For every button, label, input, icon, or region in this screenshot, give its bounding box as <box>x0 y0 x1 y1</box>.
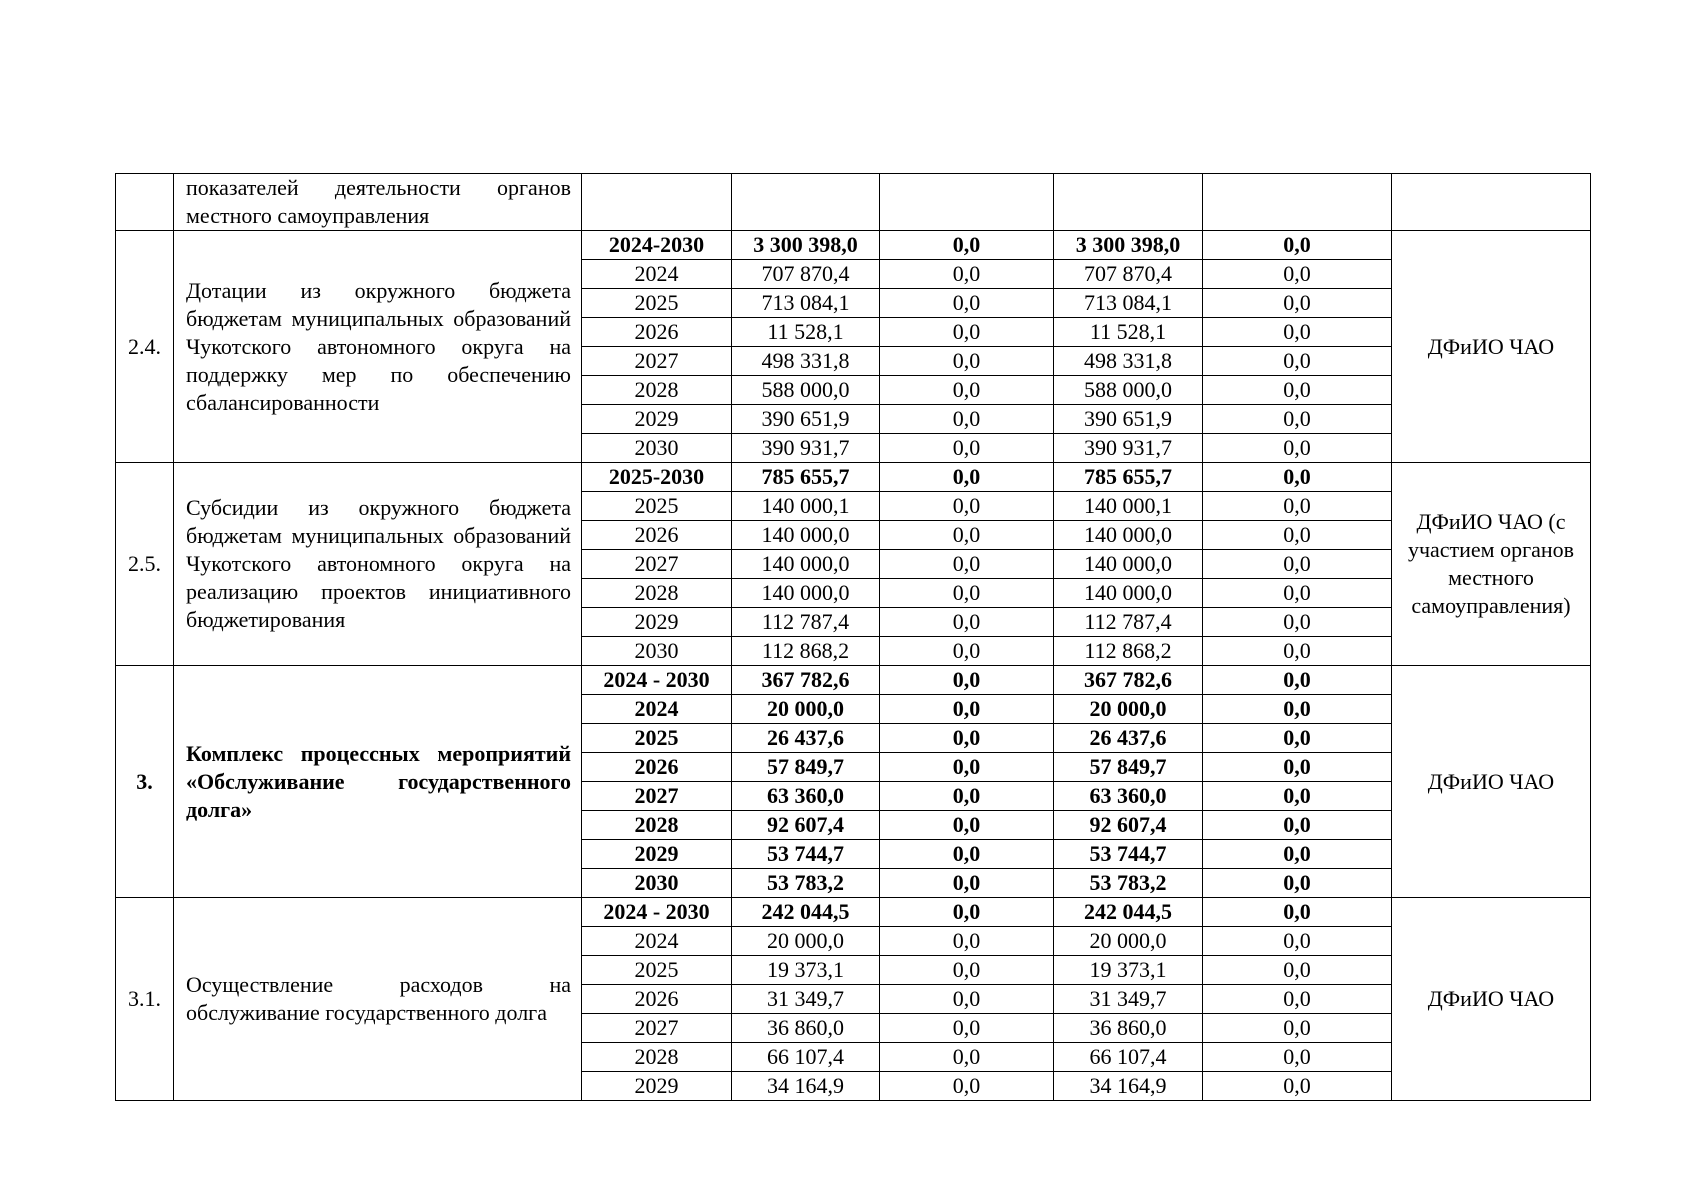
regional-cell: 26 437,6 <box>1054 724 1203 753</box>
other-cell: 0,0 <box>1203 985 1392 1014</box>
period-cell: 2025 <box>582 289 732 318</box>
other-cell: 0,0 <box>1203 318 1392 347</box>
total-cell: 707 870,4 <box>732 260 880 289</box>
table-body <box>116 174 1591 1101</box>
table-row <box>116 463 1591 492</box>
table-row <box>116 898 1591 927</box>
federal-cell: 0,0 <box>880 637 1054 666</box>
regional-cell: 140 000,0 <box>1054 521 1203 550</box>
federal-cell: 0,0 <box>880 579 1054 608</box>
regional-cell: 367 782,6 <box>1054 666 1203 695</box>
section-description: Дотации из окружного бюджета бюджетам муниципальных образований Чукотского автономного округа на поддержку мер по обеспечению сбалансированности <box>174 231 582 463</box>
period-cell: 2029 <box>582 405 732 434</box>
table-row <box>116 231 1591 260</box>
section-number: 3.1. <box>116 898 174 1101</box>
federal-cell: 0,0 <box>880 405 1054 434</box>
responsible-executor: ДФиИО ЧАО (с участием органов местного самоуправления) <box>1392 463 1591 666</box>
period-cell: 2025 <box>582 492 732 521</box>
other-cell: 0,0 <box>1203 1043 1392 1072</box>
regional-cell: 63 360,0 <box>1054 782 1203 811</box>
other-cell: 0,0 <box>1203 1014 1392 1043</box>
total-cell: 498 331,8 <box>732 347 880 376</box>
total-cell: 20 000,0 <box>732 927 880 956</box>
regional-cell: 390 931,7 <box>1054 434 1203 463</box>
total-cell: 53 744,7 <box>732 840 880 869</box>
regional-cell: 19 373,1 <box>1054 956 1203 985</box>
federal-cell: 0,0 <box>880 666 1054 695</box>
continuation-description: показателей деятельности органов местного самоуправления <box>174 174 582 231</box>
total-cell: 57 849,7 <box>732 753 880 782</box>
regional-cell: 140 000,1 <box>1054 492 1203 521</box>
period-cell: 2026 <box>582 318 732 347</box>
other-cell: 0,0 <box>1203 608 1392 637</box>
total-cell: 390 931,7 <box>732 434 880 463</box>
period-cell: 2029 <box>582 608 732 637</box>
period-cell: 2025-2030 <box>582 463 732 492</box>
section-number: 2.5. <box>116 463 174 666</box>
other-cell: 0,0 <box>1203 231 1392 260</box>
other-cell: 0,0 <box>1203 376 1392 405</box>
total-cell: 367 782,6 <box>732 666 880 695</box>
other-cell: 0,0 <box>1203 811 1392 840</box>
other-cell: 0,0 <box>1203 347 1392 376</box>
period-cell: 2027 <box>582 550 732 579</box>
cell-empty <box>1054 174 1203 231</box>
regional-cell: 390 651,9 <box>1054 405 1203 434</box>
total-cell: 390 651,9 <box>732 405 880 434</box>
other-cell: 0,0 <box>1203 492 1392 521</box>
other-cell: 0,0 <box>1203 724 1392 753</box>
regional-cell: 20 000,0 <box>1054 695 1203 724</box>
regional-cell: 20 000,0 <box>1054 927 1203 956</box>
federal-cell: 0,0 <box>880 376 1054 405</box>
section-description: Осуществление расходов на обслуживание государственного долга <box>174 898 582 1101</box>
regional-cell: 140 000,0 <box>1054 550 1203 579</box>
regional-cell: 11 528,1 <box>1054 318 1203 347</box>
period-cell: 2028 <box>582 1043 732 1072</box>
total-cell: 713 084,1 <box>732 289 880 318</box>
total-cell: 785 655,7 <box>732 463 880 492</box>
regional-cell: 242 044,5 <box>1054 898 1203 927</box>
other-cell: 0,0 <box>1203 463 1392 492</box>
total-cell: 242 044,5 <box>732 898 880 927</box>
federal-cell: 0,0 <box>880 289 1054 318</box>
regional-cell: 498 331,8 <box>1054 347 1203 376</box>
other-cell: 0,0 <box>1203 434 1392 463</box>
period-cell: 2030 <box>582 637 732 666</box>
regional-cell: 57 849,7 <box>1054 753 1203 782</box>
total-cell: 140 000,1 <box>732 492 880 521</box>
total-cell: 36 860,0 <box>732 1014 880 1043</box>
other-cell: 0,0 <box>1203 579 1392 608</box>
federal-cell: 0,0 <box>880 1043 1054 1072</box>
total-cell: 53 783,2 <box>732 869 880 898</box>
federal-cell: 0,0 <box>880 869 1054 898</box>
budget-table <box>115 173 1591 1101</box>
federal-cell: 0,0 <box>880 782 1054 811</box>
federal-cell: 0,0 <box>880 608 1054 637</box>
period-cell: 2030 <box>582 434 732 463</box>
period-cell: 2028 <box>582 811 732 840</box>
other-cell: 0,0 <box>1203 927 1392 956</box>
total-cell: 3 300 398,0 <box>732 231 880 260</box>
other-cell: 0,0 <box>1203 695 1392 724</box>
other-cell: 0,0 <box>1203 753 1392 782</box>
total-cell: 34 164,9 <box>732 1072 880 1101</box>
federal-cell: 0,0 <box>880 347 1054 376</box>
responsible-executor: ДФиИО ЧАО <box>1392 231 1591 463</box>
section-description: Комплекс процессных мероприятий «Обслуживание государственного долга» <box>174 666 582 898</box>
other-cell: 0,0 <box>1203 782 1392 811</box>
regional-cell: 713 084,1 <box>1054 289 1203 318</box>
regional-cell: 53 744,7 <box>1054 840 1203 869</box>
regional-cell: 92 607,4 <box>1054 811 1203 840</box>
federal-cell: 0,0 <box>880 927 1054 956</box>
federal-cell: 0,0 <box>880 521 1054 550</box>
federal-cell: 0,0 <box>880 753 1054 782</box>
federal-cell: 0,0 <box>880 463 1054 492</box>
federal-cell: 0,0 <box>880 985 1054 1014</box>
federal-cell: 0,0 <box>880 231 1054 260</box>
cell-empty <box>582 174 732 231</box>
period-cell: 2030 <box>582 869 732 898</box>
period-cell: 2024-2030 <box>582 231 732 260</box>
cell-empty <box>732 174 880 231</box>
table-row <box>116 666 1591 695</box>
federal-cell: 0,0 <box>880 492 1054 521</box>
regional-cell: 588 000,0 <box>1054 376 1203 405</box>
period-cell: 2024 - 2030 <box>582 898 732 927</box>
regional-cell: 34 164,9 <box>1054 1072 1203 1101</box>
total-cell: 588 000,0 <box>732 376 880 405</box>
regional-cell: 112 868,2 <box>1054 637 1203 666</box>
total-cell: 112 868,2 <box>732 637 880 666</box>
other-cell: 0,0 <box>1203 666 1392 695</box>
federal-cell: 0,0 <box>880 695 1054 724</box>
total-cell: 92 607,4 <box>732 811 880 840</box>
other-cell: 0,0 <box>1203 898 1392 927</box>
period-cell: 2028 <box>582 579 732 608</box>
federal-cell: 0,0 <box>880 260 1054 289</box>
cell-empty <box>116 174 174 231</box>
total-cell: 140 000,0 <box>732 550 880 579</box>
federal-cell: 0,0 <box>880 434 1054 463</box>
federal-cell: 0,0 <box>880 840 1054 869</box>
period-cell: 2029 <box>582 840 732 869</box>
other-cell: 0,0 <box>1203 550 1392 579</box>
other-cell: 0,0 <box>1203 1072 1392 1101</box>
regional-cell: 785 655,7 <box>1054 463 1203 492</box>
regional-cell: 3 300 398,0 <box>1054 231 1203 260</box>
period-cell: 2024 <box>582 260 732 289</box>
period-cell: 2026 <box>582 521 732 550</box>
total-cell: 112 787,4 <box>732 608 880 637</box>
federal-cell: 0,0 <box>880 956 1054 985</box>
regional-cell: 53 783,2 <box>1054 869 1203 898</box>
federal-cell: 0,0 <box>880 724 1054 753</box>
other-cell: 0,0 <box>1203 869 1392 898</box>
other-cell: 0,0 <box>1203 405 1392 434</box>
other-cell: 0,0 <box>1203 289 1392 318</box>
other-cell: 0,0 <box>1203 521 1392 550</box>
total-cell: 19 373,1 <box>732 956 880 985</box>
period-cell: 2024 - 2030 <box>582 666 732 695</box>
period-cell: 2028 <box>582 376 732 405</box>
federal-cell: 0,0 <box>880 811 1054 840</box>
cell-empty <box>1203 174 1392 231</box>
responsible-executor: ДФиИО ЧАО <box>1392 898 1591 1101</box>
federal-cell: 0,0 <box>880 1072 1054 1101</box>
section-description: Субсидии из окружного бюджета бюджетам муниципальных образований Чукотского автономного округа на реализацию проектов инициативного бюджетирования <box>174 463 582 666</box>
period-cell: 2024 <box>582 927 732 956</box>
federal-cell: 0,0 <box>880 1014 1054 1043</box>
total-cell: 20 000,0 <box>732 695 880 724</box>
federal-cell: 0,0 <box>880 898 1054 927</box>
responsible-executor: ДФиИО ЧАО <box>1392 666 1591 898</box>
period-cell: 2027 <box>582 347 732 376</box>
continuation-row <box>116 174 1591 231</box>
cell-empty <box>1392 174 1591 231</box>
period-cell: 2027 <box>582 1014 732 1043</box>
period-cell: 2027 <box>582 782 732 811</box>
period-cell: 2026 <box>582 753 732 782</box>
federal-cell: 0,0 <box>880 550 1054 579</box>
total-cell: 31 349,7 <box>732 985 880 1014</box>
period-cell: 2029 <box>582 1072 732 1101</box>
total-cell: 11 528,1 <box>732 318 880 347</box>
regional-cell: 112 787,4 <box>1054 608 1203 637</box>
regional-cell: 707 870,4 <box>1054 260 1203 289</box>
cell-empty <box>880 174 1054 231</box>
total-cell: 63 360,0 <box>732 782 880 811</box>
section-number: 2.4. <box>116 231 174 463</box>
regional-cell: 140 000,0 <box>1054 579 1203 608</box>
other-cell: 0,0 <box>1203 840 1392 869</box>
other-cell: 0,0 <box>1203 637 1392 666</box>
section-number: 3. <box>116 666 174 898</box>
federal-cell: 0,0 <box>880 318 1054 347</box>
period-cell: 2024 <box>582 695 732 724</box>
total-cell: 26 437,6 <box>732 724 880 753</box>
regional-cell: 31 349,7 <box>1054 985 1203 1014</box>
total-cell: 66 107,4 <box>732 1043 880 1072</box>
period-cell: 2025 <box>582 724 732 753</box>
other-cell: 0,0 <box>1203 956 1392 985</box>
period-cell: 2025 <box>582 956 732 985</box>
period-cell: 2026 <box>582 985 732 1014</box>
other-cell: 0,0 <box>1203 260 1392 289</box>
regional-cell: 36 860,0 <box>1054 1014 1203 1043</box>
total-cell: 140 000,0 <box>732 521 880 550</box>
total-cell: 140 000,0 <box>732 579 880 608</box>
regional-cell: 66 107,4 <box>1054 1043 1203 1072</box>
